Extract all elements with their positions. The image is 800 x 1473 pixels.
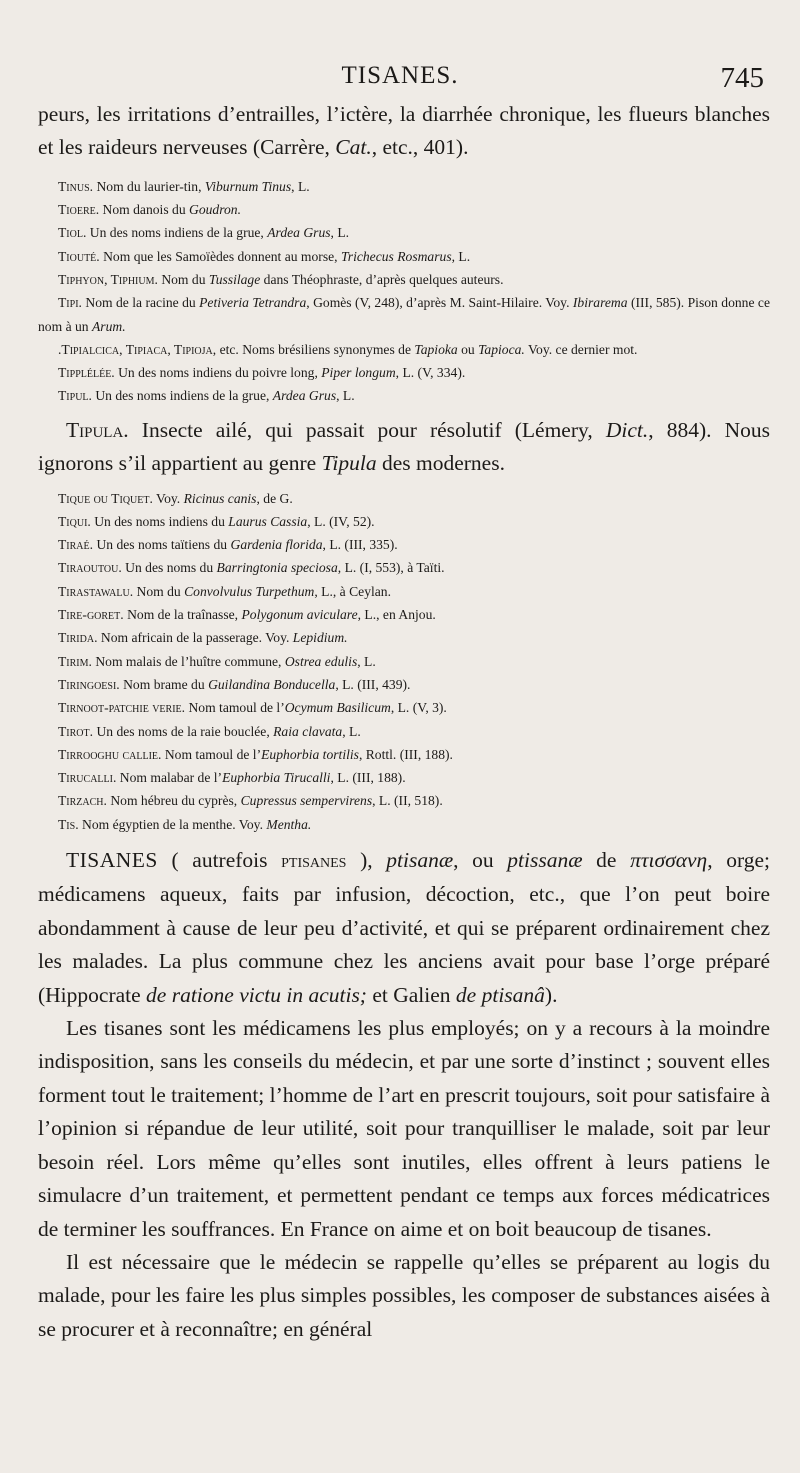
dictionary-entries-b — [38, 487, 770, 836]
dictionary-entry — [38, 533, 770, 556]
entry-text: ), — [346, 848, 387, 873]
entry-text: , L. — [357, 653, 376, 669]
italic-term: Cupressus sempervirens — [240, 793, 373, 809]
entry-text: Nom malabar de l’ — [119, 770, 223, 786]
entry-headword: Tirim. — [58, 653, 92, 669]
dictionary-entry — [38, 603, 770, 626]
page-header — [0, 58, 800, 98]
italic-term: Mentha. — [266, 816, 312, 832]
entry-text: Un des noms taïtiens du — [96, 537, 231, 553]
italic-term: Dict. — [605, 417, 649, 442]
entry-headword: Tirrooghu callie. — [58, 746, 162, 762]
entry-text: , L. — [330, 225, 350, 241]
italic-term: Tussilage — [208, 272, 261, 287]
entry-text: , orge; médicamens aqueux, faits par infusion, décoction, etc., que l’on peut boire abondamment à cause de leur peu d’activité, et qui se préparent ordinairement chez les malades. La plus commune chez les anciens avait pour base l’orge préparé (Hippocrate — [38, 848, 770, 1007]
entry-headword: Tique ou Tiquet. — [58, 490, 153, 506]
entry-text: Nom du — [161, 272, 209, 287]
entry-text: Nom de la racine du — [85, 295, 200, 311]
dictionary-entry — [38, 291, 770, 338]
entry-text: Nom hébreu du cyprès, — [110, 793, 241, 809]
tisanes-paragraph — [38, 1246, 770, 1346]
dictionary-entry — [38, 198, 770, 221]
italic-term: Laurus Cassia — [228, 513, 308, 529]
entry-text: Nom du — [136, 583, 185, 599]
entry-text: , L. (III, 439). — [335, 676, 411, 692]
entry-text: , L. (V, 334). — [395, 365, 466, 381]
italic-term: de ratione victu in acutis; — [146, 982, 367, 1007]
entry-text: Nom égyptien de la menthe. Voy. — [82, 816, 267, 832]
italic-term: Ostrea edulis — [284, 653, 358, 669]
entry-text: Nom malais de l’huître commune, — [95, 653, 285, 669]
entry-text: , ou — [453, 848, 508, 873]
italic-term: Ardea Grus — [272, 388, 337, 404]
entry-text: , Gomès (V, 248), d’après M. Saint-Hilaire. Voy. — [306, 295, 573, 311]
entry-text: Insecte ailé, qui passait pour résolutif (Lémery, — [128, 417, 606, 442]
dictionary-entry — [38, 813, 770, 836]
italic-term: Polygonum aviculare — [241, 607, 358, 623]
dictionary-entry — [38, 556, 770, 579]
article-headword: TISANES — [66, 848, 158, 873]
entry-headword: Tirucalli. — [58, 770, 117, 786]
entry-headword: .Tipialcica, Tipiaca, Tipioja, — [58, 341, 217, 357]
italic-term: de ptisanâ — [455, 982, 545, 1007]
italic-term: Barringtonia speciosa — [216, 560, 338, 576]
entry-text: , de G. — [256, 490, 293, 506]
italic-term: Ocymum Basilicum — [284, 700, 391, 716]
running-title: TISANES. — [341, 62, 459, 89]
italic-term: Lepidium. — [292, 630, 348, 646]
dictionary-entry — [38, 487, 770, 510]
dictionary-entry — [38, 361, 770, 384]
entry-text: Voy. ce dernier mot. — [524, 341, 638, 357]
entry-text: Il est nécessaire que le médecin se rappelle qu’elles se préparent au logis du malade, pour les faire les plus simples possibles, les composer de substances aisées à se procurer et à reconnaître; en général — [38, 1249, 770, 1341]
dictionary-entry — [38, 245, 770, 268]
entry-text: , L. (V, 3). — [390, 700, 447, 716]
italic-term: Euphorbia Tirucalli — [222, 770, 331, 786]
entry-headword: Tiphyon, Tiphium. — [58, 272, 158, 287]
dictionary-entry — [38, 696, 770, 719]
entry-text: Nom de la traînasse, — [127, 607, 242, 623]
italic-term: Ricinus canis — [183, 490, 257, 506]
entry-text: Nom brame du — [123, 676, 209, 692]
entry-tipula — [38, 414, 770, 481]
page-body — [38, 98, 770, 1346]
entry-text: des modernes. — [376, 451, 505, 476]
entry-headword: Tire-goret. — [58, 607, 124, 623]
continued-paragraph — [38, 98, 770, 165]
entry-text: Voy. — [156, 490, 184, 506]
entry-text: , 884). Nous ignorons s’il appartient au genre — [38, 417, 770, 476]
italic-term: Ardea Grus — [267, 225, 331, 241]
entry-text: dans Théophraste, d’après quelques auteurs. — [260, 272, 504, 287]
italic-term: Piper longum — [321, 365, 396, 381]
entry-text: Nom que les Samoïèdes donnent au morse, — [103, 248, 341, 264]
entry-headword: Tiqui. — [58, 513, 91, 529]
entry-text: Un des noms du — [125, 560, 217, 576]
dictionary-entry — [38, 743, 770, 766]
entry-text: , L. (II, 518). — [372, 793, 443, 809]
entry-text: (III, 585). Pison donne ce nom à un — [38, 295, 770, 334]
italic-term: Tapioca. — [478, 341, 525, 357]
dictionary-entry — [38, 626, 770, 649]
italic-term: Ibirarema — [572, 295, 628, 311]
italic-term: ptisanæ — [386, 848, 454, 873]
dictionary-entry — [38, 175, 770, 198]
entry-text: , L., à Ceylan. — [314, 583, 392, 599]
entry-text: , L. (III, 188). — [330, 770, 406, 786]
entry-headword: Tipul. — [58, 388, 92, 404]
italic-term: Raia clavata — [273, 723, 343, 739]
italic-term: Petiveria Tetrandra — [199, 295, 307, 311]
entry-headword: Tirastawalu. — [58, 583, 134, 599]
entry-headword: Tipula. — [66, 417, 129, 442]
italic-term: Trichecus Rosmarus — [340, 248, 452, 264]
entry-text: , Rottl. (III, 188). — [358, 746, 453, 762]
entry-text: ou — [457, 341, 479, 357]
entry-text: , L. — [342, 723, 361, 739]
entry-text: , L. (I, 553), à Taïti. — [337, 560, 445, 576]
small-caps-term: ptisanes — [281, 851, 347, 873]
dictionary-entry — [38, 221, 770, 244]
entry-headword: Tirot. — [58, 723, 94, 739]
dictionary-entry — [38, 338, 770, 361]
entry-headword: Tirzach. — [58, 793, 107, 809]
entry-headword: Tis. — [58, 816, 79, 832]
italic-term: πτισσανη — [630, 848, 708, 873]
dictionary-entries-a — [38, 175, 770, 408]
entry-headword: Tinus. — [58, 178, 94, 194]
entry-headword: Tipi. — [58, 295, 82, 311]
italic-term: Tipula — [321, 451, 377, 476]
entry-text: ). — [544, 982, 558, 1007]
entry-text: , L. (III, 335). — [322, 537, 398, 553]
entry-text: Un des noms indiens de la grue, — [89, 225, 268, 241]
entry-headword: Tiraé. — [58, 537, 94, 553]
dictionary-entry — [38, 720, 770, 743]
entry-text: et Galien — [366, 982, 456, 1007]
italic-term: Gardenia florida — [230, 537, 323, 553]
italic-term: Viburnum Tinus — [204, 178, 292, 194]
dictionary-entry — [38, 673, 770, 696]
entry-text: , L. — [291, 178, 310, 194]
tisanes-paragraph — [38, 1012, 770, 1246]
entry-text: Nom danois du — [102, 202, 190, 218]
entry-text: Un des noms de la raie bouclée, — [96, 723, 274, 739]
entry-text: Nom tamoul de l’ — [164, 746, 262, 762]
dictionary-entry — [38, 766, 770, 789]
dictionary-entry — [38, 510, 770, 533]
entry-headword: Tioere. — [58, 202, 100, 218]
entry-headword: Tipplélée. — [58, 365, 115, 381]
paragraph-text: , etc., 401). — [371, 135, 469, 160]
entry-text: Un des noms indiens de la grue, — [95, 388, 273, 404]
italic-term: Euphorbia tortilis — [261, 746, 359, 762]
entry-text: , L., en Anjou. — [357, 607, 436, 623]
citation-abbrev: Cat. — [335, 135, 372, 160]
italic-term: ptissanæ — [507, 848, 583, 873]
entry-text: , L. — [451, 248, 471, 264]
entry-text: , L. (IV, 52). — [307, 513, 375, 529]
entry-headword: Tirida. — [58, 630, 98, 646]
tisanes-paragraph — [38, 844, 770, 1012]
italic-term: Guilandina Bonducella — [208, 676, 336, 692]
paragraph-text: peurs, les irritations d’entrailles, l’ictère, la diarrhée chronique, les flueurs blanches et les raideurs nerveuses (Carrère, — [38, 102, 770, 160]
italic-term: Convolvulus Turpethum — [184, 583, 315, 599]
dictionary-entry — [38, 268, 770, 291]
entry-text: , L. — [336, 388, 355, 404]
entry-headword: Tiol. — [58, 225, 87, 241]
entry-text: Les tisanes sont les médicamens les plus employés; on y a recours à la moindre indisposition, sans les conseils du médecin, et par une sorte d’instinct ; souvent elles forment tout le traitement; l’homme de l’art en prescrit toujours, soit pour satisfaire à l’opinion si répandue de leur utilité, soit pour tranquilliser le malade, soit par leur besoin réel. Lors même qu’elles sont inutiles, elles offrent à leurs patiens le simulacre d’un traitement, et permettent pendant ce temps aux forces médicatrices de terminer les souffrances. En France on aime et on boit beaucoup de tisanes. — [38, 1016, 770, 1241]
entry-text: Nom tamoul de l’ — [188, 700, 285, 716]
entry-text: Un des noms indiens du poivre long, — [118, 365, 322, 381]
italic-term: Arum. — [92, 318, 126, 334]
entry-text: de — [582, 848, 631, 873]
page-number: 745 — [720, 62, 764, 94]
entry-headword: Tiraoutou. — [58, 560, 122, 576]
entry-headword: Tirnoot-patchie verie. — [58, 700, 186, 716]
entry-headword: Tiouté. — [58, 248, 100, 264]
dictionary-entry — [38, 580, 770, 603]
dictionary-entry — [38, 789, 770, 812]
dictionary-entry — [38, 650, 770, 673]
entry-headword: Tiringoesi. — [58, 676, 120, 692]
entry-text: ( autrefois — [157, 848, 282, 873]
dictionary-entry — [38, 384, 770, 407]
italic-term: Goudron. — [189, 202, 242, 218]
entry-text: Nom africain de la passerage. Voy. — [100, 630, 293, 646]
italic-term: Tapioka — [414, 341, 458, 357]
tisanes-article — [38, 844, 770, 1346]
entry-text: Nom du laurier-tin, — [96, 178, 205, 194]
entry-text: Un des noms indiens du — [94, 513, 229, 529]
entry-text: etc. Noms brésiliens synonymes de — [219, 341, 415, 357]
